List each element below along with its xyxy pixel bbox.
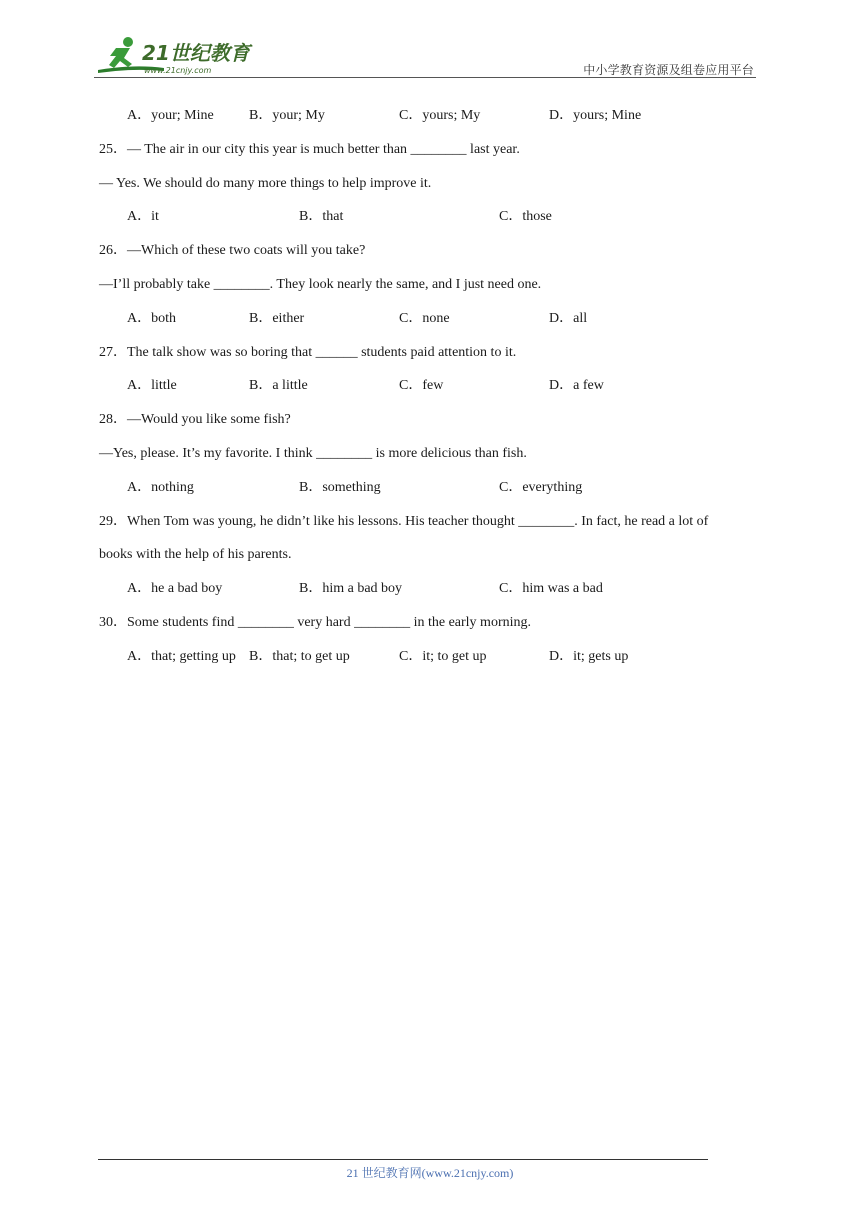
option-row [99, 374, 769, 408]
question-stem: 25．— The air in our city this year is much better than ________ last year. [99, 141, 520, 157]
answer-option[interactable]: A．little [127, 378, 177, 394]
option-row [99, 645, 769, 679]
answer-option[interactable]: A．he a bad boy [127, 581, 223, 597]
option-row [99, 307, 769, 341]
answer-option[interactable]: B．that [299, 209, 344, 225]
answer-option[interactable]: A．both [127, 310, 176, 326]
answer-option[interactable]: A．it [127, 209, 159, 225]
logo-text: 21世纪教育 [142, 41, 250, 65]
answer-option[interactable]: C．none [399, 310, 450, 326]
logo-url: www.21cnjy.com [144, 66, 212, 75]
question-stem: 27．The talk show was so boring that ______ students paid attention to it. [99, 344, 517, 360]
answer-option[interactable]: A．nothing [127, 479, 194, 495]
question-list [99, 104, 769, 679]
site-logo [94, 34, 264, 76]
answer-option[interactable]: D．it; gets up [549, 648, 629, 664]
option-row [99, 104, 769, 138]
answer-option[interactable]: B．either [249, 310, 305, 326]
question-stem: — Yes. We should do many more things to help improve it. [99, 175, 432, 191]
footer-text[interactable]: 21 世纪教育网(www.21cnjy.com) [346, 1166, 514, 1180]
answer-option[interactable]: B．something [299, 479, 381, 495]
option-row [99, 205, 769, 239]
question-stem: 30．Some students find ________ very hard ________ in the early morning. [99, 614, 531, 630]
answer-option[interactable]: C．him was a bad [499, 581, 603, 597]
answer-option[interactable]: A．that; getting up [127, 648, 236, 664]
answer-option[interactable]: D．a few [549, 378, 604, 394]
answer-option[interactable]: B．him a bad boy [299, 581, 403, 597]
answer-option[interactable]: C．everything [499, 479, 583, 495]
header-rule [94, 77, 756, 78]
option-row [99, 577, 769, 611]
option-row [99, 476, 769, 510]
answer-option[interactable]: C．it; to get up [399, 648, 487, 664]
answer-option[interactable]: D．all [549, 310, 588, 326]
question-stem: 26．—Which of these two coats will you take? [99, 243, 366, 259]
answer-option[interactable]: B．that; to get up [249, 648, 350, 664]
question-stem: —I’ll probably take ________. They look nearly the same, and I just need one. [99, 276, 542, 292]
answer-option[interactable]: C．few [399, 378, 444, 394]
answer-option[interactable]: B．your; My [249, 108, 325, 123]
question-stem: 28．—Would you like some fish? [99, 412, 291, 428]
question-stem: 29．When Tom was young, he didn’t like his lessons. His teacher thought ________. In fact, he read a lot of [99, 513, 709, 529]
question-stem: —Yes, please. It’s my favorite. I think ________ is more delicious than fish. [99, 445, 527, 461]
answer-option[interactable]: B．a little [249, 378, 308, 394]
question-stem: books with the help of his parents. [99, 547, 292, 563]
footer-rule [98, 1159, 708, 1160]
answer-option[interactable]: D．yours; Mine [549, 108, 642, 123]
answer-option[interactable]: C．yours; My [399, 108, 481, 123]
header-tagline: 中小学教育资源及组卷应用平台 [583, 63, 754, 77]
answer-option[interactable]: A．your; Mine [127, 108, 214, 123]
answer-option[interactable]: C．those [499, 209, 552, 225]
